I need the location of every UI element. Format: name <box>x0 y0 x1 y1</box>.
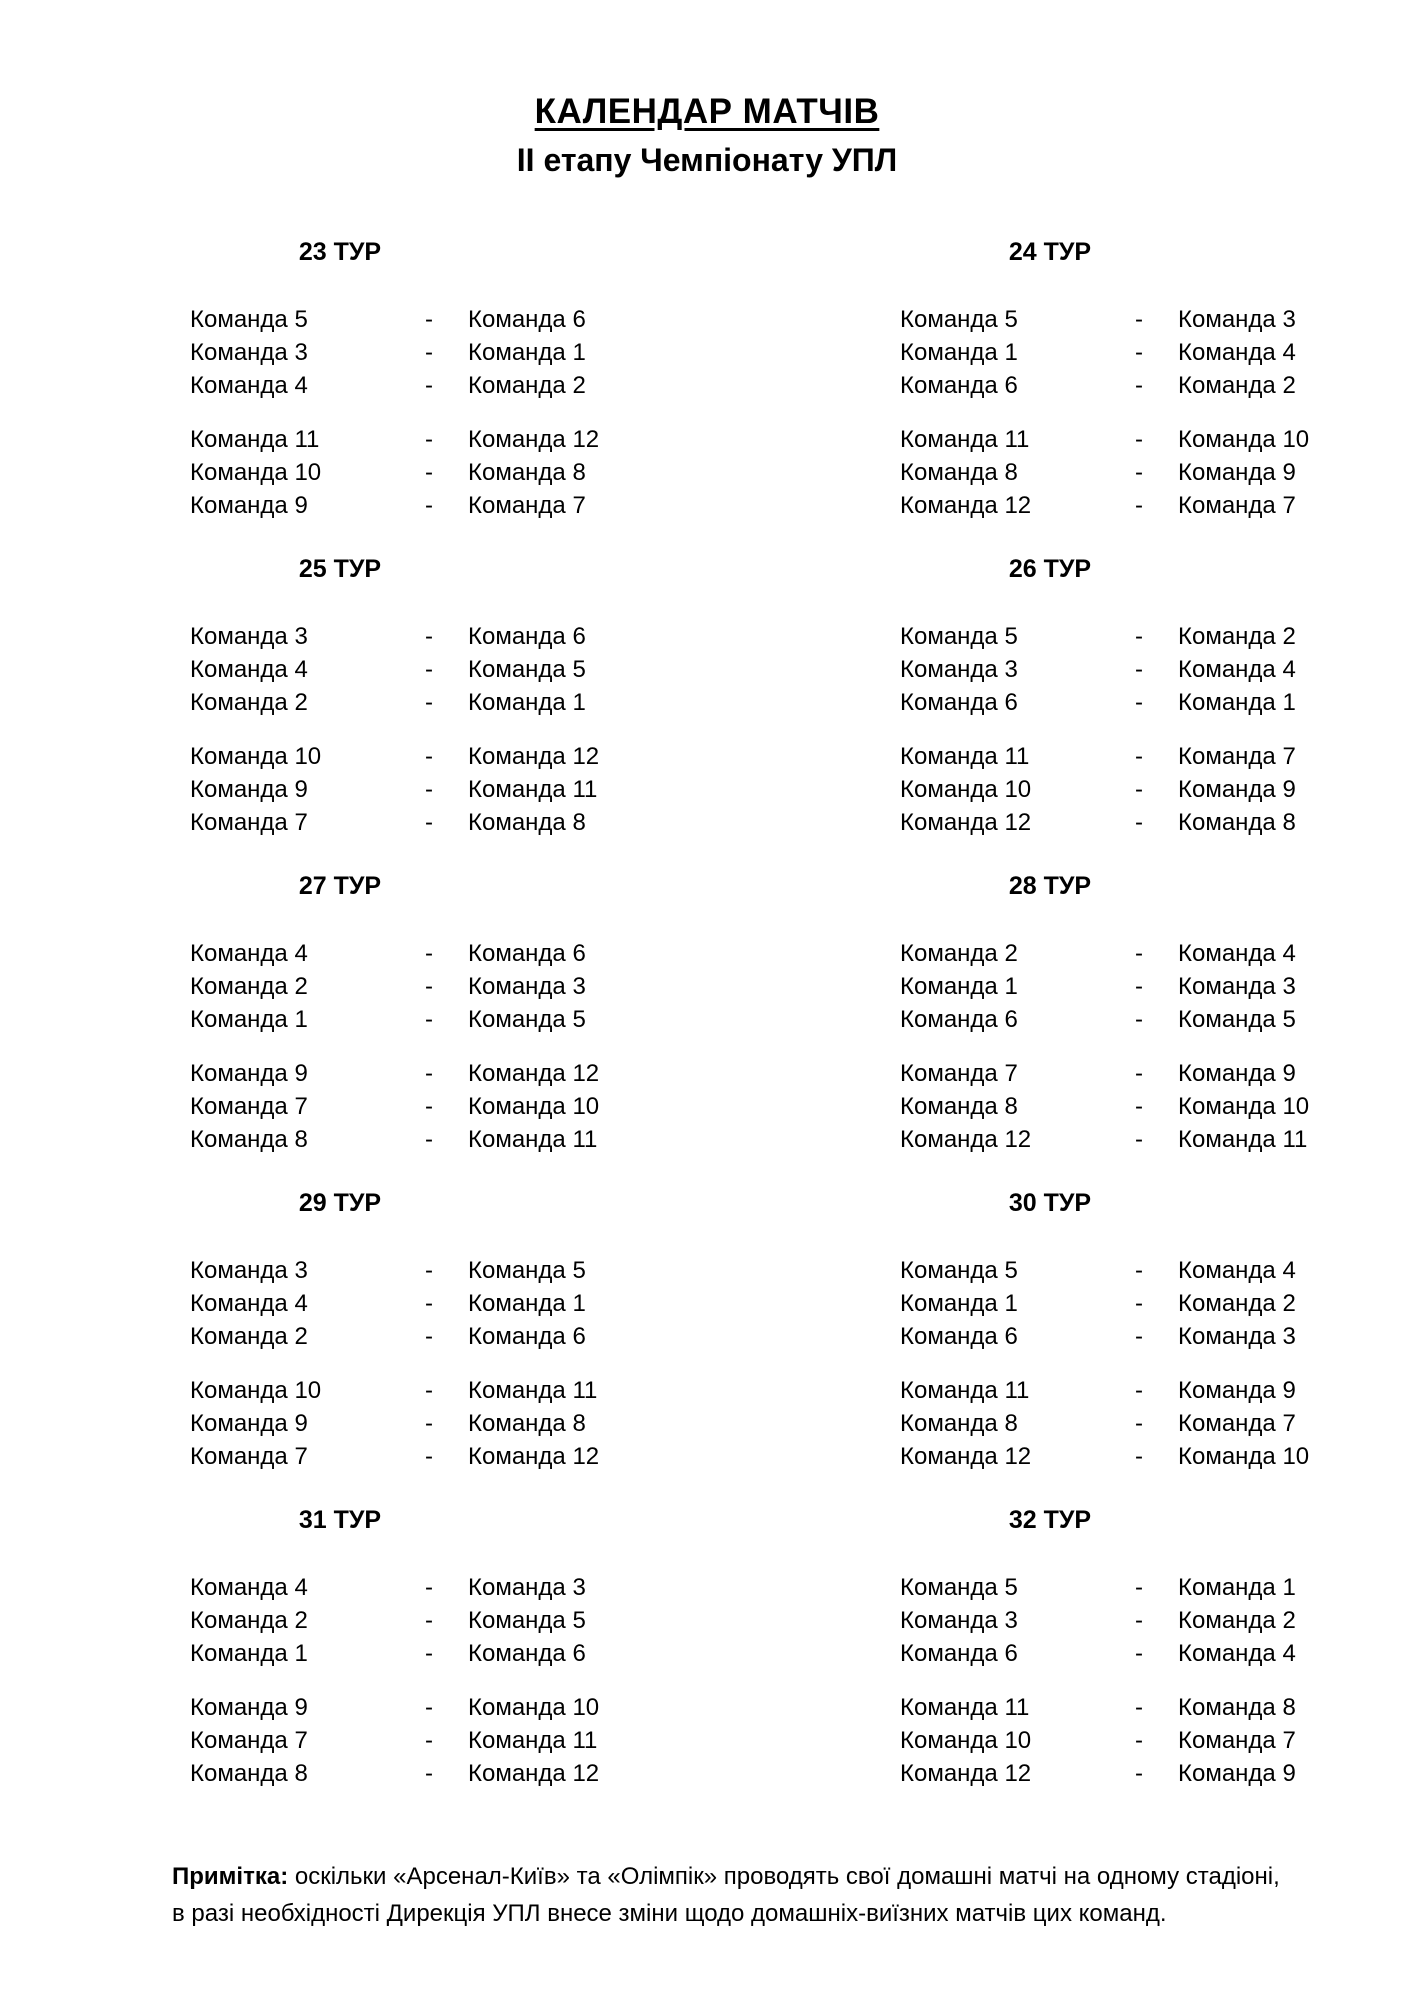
match-group <box>190 937 600 1036</box>
away-team: Команда 6 <box>468 940 586 967</box>
match-row <box>900 937 1300 970</box>
home-team: Команда 12 <box>900 1126 1032 1153</box>
away-team: Команда 7 <box>468 492 586 519</box>
match-row <box>900 1571 1300 1604</box>
match-separator: - <box>1135 1290 1143 1317</box>
home-team: Команда 9 <box>190 1694 308 1721</box>
match-separator: - <box>425 1126 433 1153</box>
home-team: Команда 11 <box>900 743 1030 770</box>
home-team: Команда 11 <box>900 1377 1030 1404</box>
round-block <box>900 871 1310 1156</box>
home-team: Команда 1 <box>900 973 1018 1000</box>
home-team: Команда 5 <box>900 1574 1018 1601</box>
home-team: Команда 10 <box>900 1727 1032 1754</box>
match-separator: - <box>425 1760 433 1787</box>
round-block <box>190 237 600 522</box>
away-team: Команда 5 <box>468 1006 586 1033</box>
match-separator: - <box>425 1607 433 1634</box>
away-team: Команда 6 <box>468 306 586 333</box>
match-row <box>190 1637 600 1670</box>
match-group <box>190 423 600 522</box>
match-separator: - <box>425 623 433 650</box>
footnote <box>172 1858 1292 1932</box>
home-team: Команда 8 <box>900 1410 1018 1437</box>
match-row <box>900 1123 1308 1156</box>
home-team: Команда 1 <box>900 339 1018 366</box>
home-team: Команда 7 <box>190 1093 308 1120</box>
match-group <box>190 1254 600 1353</box>
away-team: Команда 7 <box>1178 1727 1296 1754</box>
home-team: Команда 9 <box>190 1410 308 1437</box>
home-team: Команда 2 <box>190 689 308 716</box>
away-team: Команда 5 <box>468 1607 586 1634</box>
match-group <box>900 423 1310 522</box>
home-team: Команда 8 <box>190 1126 308 1153</box>
home-team: Команда 9 <box>190 492 308 519</box>
match-separator: - <box>1135 776 1143 803</box>
match-group <box>190 1571 600 1670</box>
match-row <box>900 1440 1310 1473</box>
home-team: Команда 4 <box>190 1290 308 1317</box>
match-group <box>900 937 1300 1036</box>
away-team: Команда 10 <box>468 1093 600 1120</box>
home-team: Команда 4 <box>190 940 308 967</box>
footnote-line2: в разі необхідності Дирекція УПЛ внесе зміни щодо домашніх-виїзних матчів цих команд. <box>172 1900 1167 1927</box>
round-block <box>900 1505 1300 1790</box>
home-team: Команда 7 <box>190 1727 308 1754</box>
away-team: Команда 12 <box>468 1443 600 1470</box>
match-separator: - <box>425 1574 433 1601</box>
home-team: Команда 1 <box>190 1006 308 1033</box>
match-separator: - <box>1135 459 1143 486</box>
home-team: Команда 3 <box>900 1607 1018 1634</box>
match-separator: - <box>425 689 433 716</box>
away-team: Команда 11 <box>468 1727 598 1754</box>
match-separator: - <box>425 1006 433 1033</box>
match-separator: - <box>1135 1574 1143 1601</box>
match-separator: - <box>1135 1607 1143 1634</box>
home-team: Команда 12 <box>900 1443 1032 1470</box>
away-team: Команда 1 <box>468 339 586 366</box>
away-team: Команда 4 <box>1178 940 1296 967</box>
home-team: Команда 3 <box>190 339 308 366</box>
footnote-label: Примітка: <box>172 1863 289 1890</box>
match-row <box>190 369 600 402</box>
home-team: Команда 2 <box>190 1607 308 1634</box>
round-header: 24 ТУР <box>1008 238 1092 266</box>
away-team: Команда 11 <box>468 1377 598 1404</box>
match-separator: - <box>1135 1257 1143 1284</box>
match-row <box>900 740 1300 773</box>
match-group <box>190 1374 600 1473</box>
away-team: Команда 7 <box>1178 1410 1296 1437</box>
match-row <box>190 1374 600 1407</box>
rounds-grid <box>190 237 1414 1822</box>
away-team: Команда 9 <box>1178 1760 1296 1787</box>
home-team: Команда 6 <box>900 1640 1018 1667</box>
home-team: Команда 10 <box>900 776 1032 803</box>
away-team: Команда 2 <box>1178 1607 1296 1634</box>
home-team: Команда 10 <box>190 1377 322 1404</box>
match-separator: - <box>425 1377 433 1404</box>
away-team: Команда 3 <box>1178 306 1296 333</box>
match-separator: - <box>425 776 433 803</box>
home-team: Команда 4 <box>190 1574 308 1601</box>
match-row <box>900 773 1300 806</box>
round-block <box>190 1188 600 1473</box>
away-team: Команда 9 <box>1178 1060 1296 1087</box>
home-team: Команда 3 <box>190 623 308 650</box>
match-row <box>190 1254 600 1287</box>
match-row <box>900 423 1310 456</box>
away-team: Команда 7 <box>1178 743 1296 770</box>
home-team: Команда 8 <box>190 1760 308 1787</box>
match-separator: - <box>1135 1640 1143 1667</box>
match-row <box>900 489 1300 522</box>
match-row <box>190 686 600 719</box>
away-team: Команда 3 <box>1178 973 1296 1000</box>
away-team: Команда 5 <box>468 656 586 683</box>
match-group <box>900 303 1300 402</box>
match-separator: - <box>425 459 433 486</box>
match-separator: - <box>1135 1410 1143 1437</box>
match-row <box>190 620 600 653</box>
match-row <box>190 1571 600 1604</box>
round-header: 29 ТУР <box>298 1189 382 1217</box>
away-team: Команда 1 <box>468 689 586 716</box>
match-row <box>190 489 600 522</box>
home-team: Команда 3 <box>900 656 1018 683</box>
match-separator: - <box>1135 623 1143 650</box>
match-row <box>900 1003 1300 1036</box>
match-row <box>190 1691 600 1724</box>
home-team: Команда 7 <box>190 809 308 836</box>
match-group <box>900 1057 1310 1156</box>
match-separator: - <box>1135 1093 1143 1120</box>
page-subtitle: ІІ етапу Чемпіонату УПЛ <box>516 142 898 178</box>
match-separator: - <box>1135 973 1143 1000</box>
match-row <box>900 1287 1300 1320</box>
away-team: Команда 11 <box>468 776 598 803</box>
home-team: Команда 10 <box>190 743 322 770</box>
away-team: Команда 11 <box>1178 1126 1308 1153</box>
away-team: Команда 12 <box>468 743 600 770</box>
footnote-line1: оскільки «Арсенал-Київ» та «Олімпік» проводять свої домашні матчі на одному стадіоні, <box>288 1863 1280 1890</box>
match-row <box>190 303 600 336</box>
round-block <box>190 1505 600 1790</box>
round-header: 32 ТУР <box>1008 1506 1092 1534</box>
round-block <box>190 554 600 839</box>
home-team: Команда 11 <box>900 426 1030 453</box>
match-row <box>190 1057 600 1090</box>
away-team: Команда 4 <box>1178 1257 1296 1284</box>
match-group <box>900 1571 1300 1670</box>
home-team: Команда 11 <box>190 426 320 453</box>
match-separator: - <box>425 656 433 683</box>
home-team: Команда 12 <box>900 809 1032 836</box>
away-team: Команда 2 <box>1178 1290 1296 1317</box>
home-team: Команда 11 <box>900 1694 1030 1721</box>
match-separator: - <box>1135 1377 1143 1404</box>
round-header: 27 ТУР <box>298 872 382 900</box>
match-separator: - <box>1135 492 1143 519</box>
match-group <box>190 1057 600 1156</box>
match-separator: - <box>1135 809 1143 836</box>
away-team: Команда 8 <box>468 1410 586 1437</box>
away-team: Команда 12 <box>468 426 600 453</box>
match-row <box>190 1123 600 1156</box>
away-team: Команда 8 <box>468 809 586 836</box>
match-row <box>900 1320 1300 1353</box>
match-row <box>900 1374 1300 1407</box>
away-team: Команда 1 <box>1178 1574 1296 1601</box>
home-team: Команда 2 <box>190 973 308 1000</box>
match-group <box>190 303 600 402</box>
match-row <box>900 1407 1300 1440</box>
match-row <box>900 1090 1310 1123</box>
home-team: Команда 6 <box>900 372 1018 399</box>
match-separator: - <box>1135 426 1143 453</box>
page-title: КАЛЕНДАР МАТЧІВ <box>534 92 880 131</box>
away-team: Команда 1 <box>468 1290 586 1317</box>
match-separator: - <box>425 1323 433 1350</box>
away-team: Команда 10 <box>468 1694 600 1721</box>
match-row <box>190 1440 600 1473</box>
match-row <box>900 653 1300 686</box>
match-row <box>190 773 600 806</box>
match-row <box>190 740 600 773</box>
home-team: Команда 12 <box>900 492 1032 519</box>
round-block <box>190 871 600 1156</box>
match-row <box>190 653 600 686</box>
match-group <box>900 1374 1310 1473</box>
match-separator: - <box>1135 1060 1143 1087</box>
away-team: Команда 8 <box>468 459 586 486</box>
away-team: Команда 8 <box>1178 809 1296 836</box>
home-team: Команда 5 <box>190 306 308 333</box>
match-row <box>900 303 1300 336</box>
home-team: Команда 2 <box>190 1323 308 1350</box>
away-team: Команда 5 <box>1178 1006 1296 1033</box>
match-row <box>900 1637 1300 1670</box>
match-separator: - <box>425 339 433 366</box>
away-team: Команда 5 <box>468 1257 586 1284</box>
match-separator: - <box>425 426 433 453</box>
match-row <box>900 806 1300 839</box>
match-row <box>190 1407 600 1440</box>
match-separator: - <box>1135 339 1143 366</box>
match-group <box>900 1254 1300 1353</box>
round-header: 28 ТУР <box>1008 872 1092 900</box>
home-team: Команда 10 <box>190 459 322 486</box>
match-group <box>190 740 600 839</box>
match-row <box>190 1604 600 1637</box>
round-header: 23 ТУР <box>298 238 382 266</box>
home-team: Команда 5 <box>900 1257 1018 1284</box>
away-team: Команда 3 <box>1178 1323 1296 1350</box>
home-team: Команда 7 <box>190 1443 308 1470</box>
away-team: Команда 3 <box>468 973 586 1000</box>
match-separator: - <box>1135 1126 1143 1153</box>
home-team: Команда 6 <box>900 1323 1018 1350</box>
away-team: Команда 2 <box>1178 372 1296 399</box>
match-row <box>900 1254 1300 1287</box>
match-separator: - <box>1135 743 1143 770</box>
match-separator: - <box>425 940 433 967</box>
home-team: Команда 4 <box>190 372 308 399</box>
match-row <box>190 1287 600 1320</box>
match-group <box>900 740 1300 839</box>
match-separator: - <box>1135 1323 1143 1350</box>
home-team: Команда 9 <box>190 1060 308 1087</box>
away-team: Команда 12 <box>468 1060 600 1087</box>
round-block <box>900 554 1300 839</box>
home-team: Команда 8 <box>900 1093 1018 1120</box>
match-row <box>900 456 1300 489</box>
match-group <box>190 620 600 719</box>
match-row <box>900 1057 1300 1090</box>
away-team: Команда 6 <box>468 1323 586 1350</box>
home-team: Команда 7 <box>900 1060 1018 1087</box>
away-team: Команда 10 <box>1178 1093 1310 1120</box>
away-team: Команда 4 <box>1178 339 1296 366</box>
match-separator: - <box>425 306 433 333</box>
match-row <box>190 1757 600 1790</box>
match-row <box>190 336 600 369</box>
home-team: Команда 6 <box>900 1006 1018 1033</box>
match-separator: - <box>425 973 433 1000</box>
match-separator: - <box>425 1257 433 1284</box>
match-row <box>900 620 1300 653</box>
home-team: Команда 1 <box>190 1640 308 1667</box>
match-group <box>900 1691 1300 1790</box>
match-separator: - <box>425 1694 433 1721</box>
away-team: Команда 4 <box>1178 1640 1296 1667</box>
match-row <box>190 423 600 456</box>
match-row <box>900 1724 1300 1757</box>
home-team: Команда 5 <box>900 623 1018 650</box>
match-separator: - <box>1135 1443 1143 1470</box>
match-row <box>190 970 600 1003</box>
match-row <box>900 369 1300 402</box>
match-separator: - <box>425 1640 433 1667</box>
match-separator: - <box>1135 656 1143 683</box>
match-row <box>900 1604 1300 1637</box>
round-header: 31 ТУР <box>298 1506 382 1534</box>
title-block <box>0 0 1414 179</box>
away-team: Команда 10 <box>1178 426 1310 453</box>
away-team: Команда 6 <box>468 623 586 650</box>
match-separator: - <box>1135 940 1143 967</box>
away-team: Команда 6 <box>468 1640 586 1667</box>
match-row <box>900 336 1300 369</box>
match-separator: - <box>1135 1006 1143 1033</box>
match-separator: - <box>425 1443 433 1470</box>
match-separator: - <box>1135 689 1143 716</box>
away-team: Команда 2 <box>1178 623 1296 650</box>
match-separator: - <box>425 1060 433 1087</box>
away-team: Команда 10 <box>1178 1443 1310 1470</box>
away-team: Команда 1 <box>1178 689 1296 716</box>
away-team: Команда 8 <box>1178 1694 1296 1721</box>
match-group <box>190 1691 600 1790</box>
home-team: Команда 1 <box>900 1290 1018 1317</box>
away-team: Команда 3 <box>468 1574 586 1601</box>
match-row <box>900 970 1300 1003</box>
match-row <box>190 937 600 970</box>
away-team: Команда 9 <box>1178 776 1296 803</box>
round-block <box>900 1188 1310 1473</box>
match-separator: - <box>425 492 433 519</box>
match-row <box>190 1320 600 1353</box>
round-header: 25 ТУР <box>298 555 382 583</box>
match-separator: - <box>1135 1694 1143 1721</box>
match-separator: - <box>425 809 433 836</box>
match-row <box>190 1090 600 1123</box>
away-team: Команда 9 <box>1178 1377 1296 1404</box>
home-team: Команда 4 <box>190 656 308 683</box>
match-group <box>900 620 1300 719</box>
home-team: Команда 3 <box>190 1257 308 1284</box>
away-team: Команда 7 <box>1178 492 1296 519</box>
match-row <box>190 806 600 839</box>
home-team: Команда 9 <box>190 776 308 803</box>
match-separator: - <box>425 1410 433 1437</box>
match-row <box>900 1757 1300 1790</box>
home-team: Команда 2 <box>900 940 1018 967</box>
match-separator: - <box>425 743 433 770</box>
round-block <box>900 237 1310 522</box>
match-separator: - <box>1135 306 1143 333</box>
match-row <box>900 1691 1300 1724</box>
match-row <box>190 1724 600 1757</box>
away-team: Команда 4 <box>1178 656 1296 683</box>
match-separator: - <box>425 1290 433 1317</box>
match-separator: - <box>425 1727 433 1754</box>
away-team: Команда 2 <box>468 372 586 399</box>
match-row <box>190 1003 600 1036</box>
match-row <box>900 686 1300 719</box>
match-separator: - <box>425 1093 433 1120</box>
match-separator: - <box>425 372 433 399</box>
away-team: Команда 11 <box>468 1126 598 1153</box>
match-separator: - <box>1135 1760 1143 1787</box>
away-team: Команда 12 <box>468 1760 600 1787</box>
match-row <box>190 456 600 489</box>
home-team: Команда 6 <box>900 689 1018 716</box>
home-team: Команда 5 <box>900 306 1018 333</box>
match-separator: - <box>1135 1727 1143 1754</box>
home-team: Команда 12 <box>900 1760 1032 1787</box>
match-separator: - <box>1135 372 1143 399</box>
round-header: 26 ТУР <box>1008 555 1092 583</box>
away-team: Команда 9 <box>1178 459 1296 486</box>
home-team: Команда 8 <box>900 459 1018 486</box>
round-header: 30 ТУР <box>1008 1189 1092 1217</box>
